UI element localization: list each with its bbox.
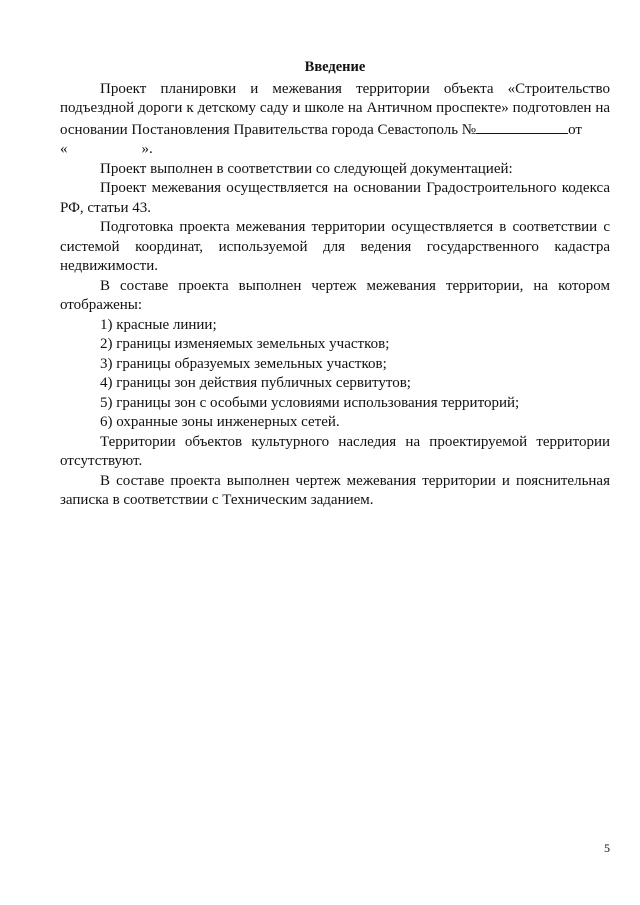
list-item: 3) границы образуемых земельных участков; bbox=[100, 355, 387, 372]
intro-date-line bbox=[60, 140, 610, 160]
document-page bbox=[60, 58, 610, 511]
page-number: 5 bbox=[604, 841, 610, 855]
date-open-quote: « bbox=[60, 141, 68, 157]
intro-text: Проект планировки и межевания территории объекта «Строительство подъездной дороги к детскому саду и школе на Античном проспекте» подготовлен на основании Постановления Правительства города Севастополь № bbox=[60, 80, 610, 138]
document-title: Введение bbox=[304, 59, 366, 75]
code-paragraph: Проект межевания осуществляется на основании Градостроительного кодекса РФ, статьи 43. bbox=[60, 180, 610, 216]
list-item: 5) границы зон с особыми условиями использования территорий; bbox=[100, 394, 520, 411]
list-item: 2) границы изменяемых земельных участков; bbox=[100, 336, 390, 352]
docs-paragraph: Проект выполнен в соответствии со следующей документацией: bbox=[100, 160, 513, 177]
intro-from-text: от bbox=[568, 121, 582, 138]
list-item: 1) красные линии; bbox=[100, 316, 217, 333]
list-item: 6) охранные зоны инженерных сетей. bbox=[100, 414, 340, 430]
heritage-paragraph: Территории объектов культурного наследия на проектируемой территории отсутствуют. bbox=[60, 433, 610, 469]
list-item: 4) границы зон действия публичных сервитутов; bbox=[100, 375, 411, 391]
intro-paragraph bbox=[60, 80, 610, 141]
number-blank bbox=[476, 119, 568, 134]
date-close-quote: ». bbox=[141, 141, 153, 157]
coords-paragraph: Подготовка проекта межевания территории осуществляется в соответствии с системой координат, используемой для ведения государственного кадастра недвижимости. bbox=[60, 219, 610, 274]
final-paragraph: В составе проекта выполнен чертеж межевания территории и пояснительная записка в соответствии с Техническим заданием. bbox=[60, 472, 610, 508]
drawing-paragraph: В составе проекта выполнен чертеж межевания территории, на котором отображены: bbox=[60, 277, 610, 313]
